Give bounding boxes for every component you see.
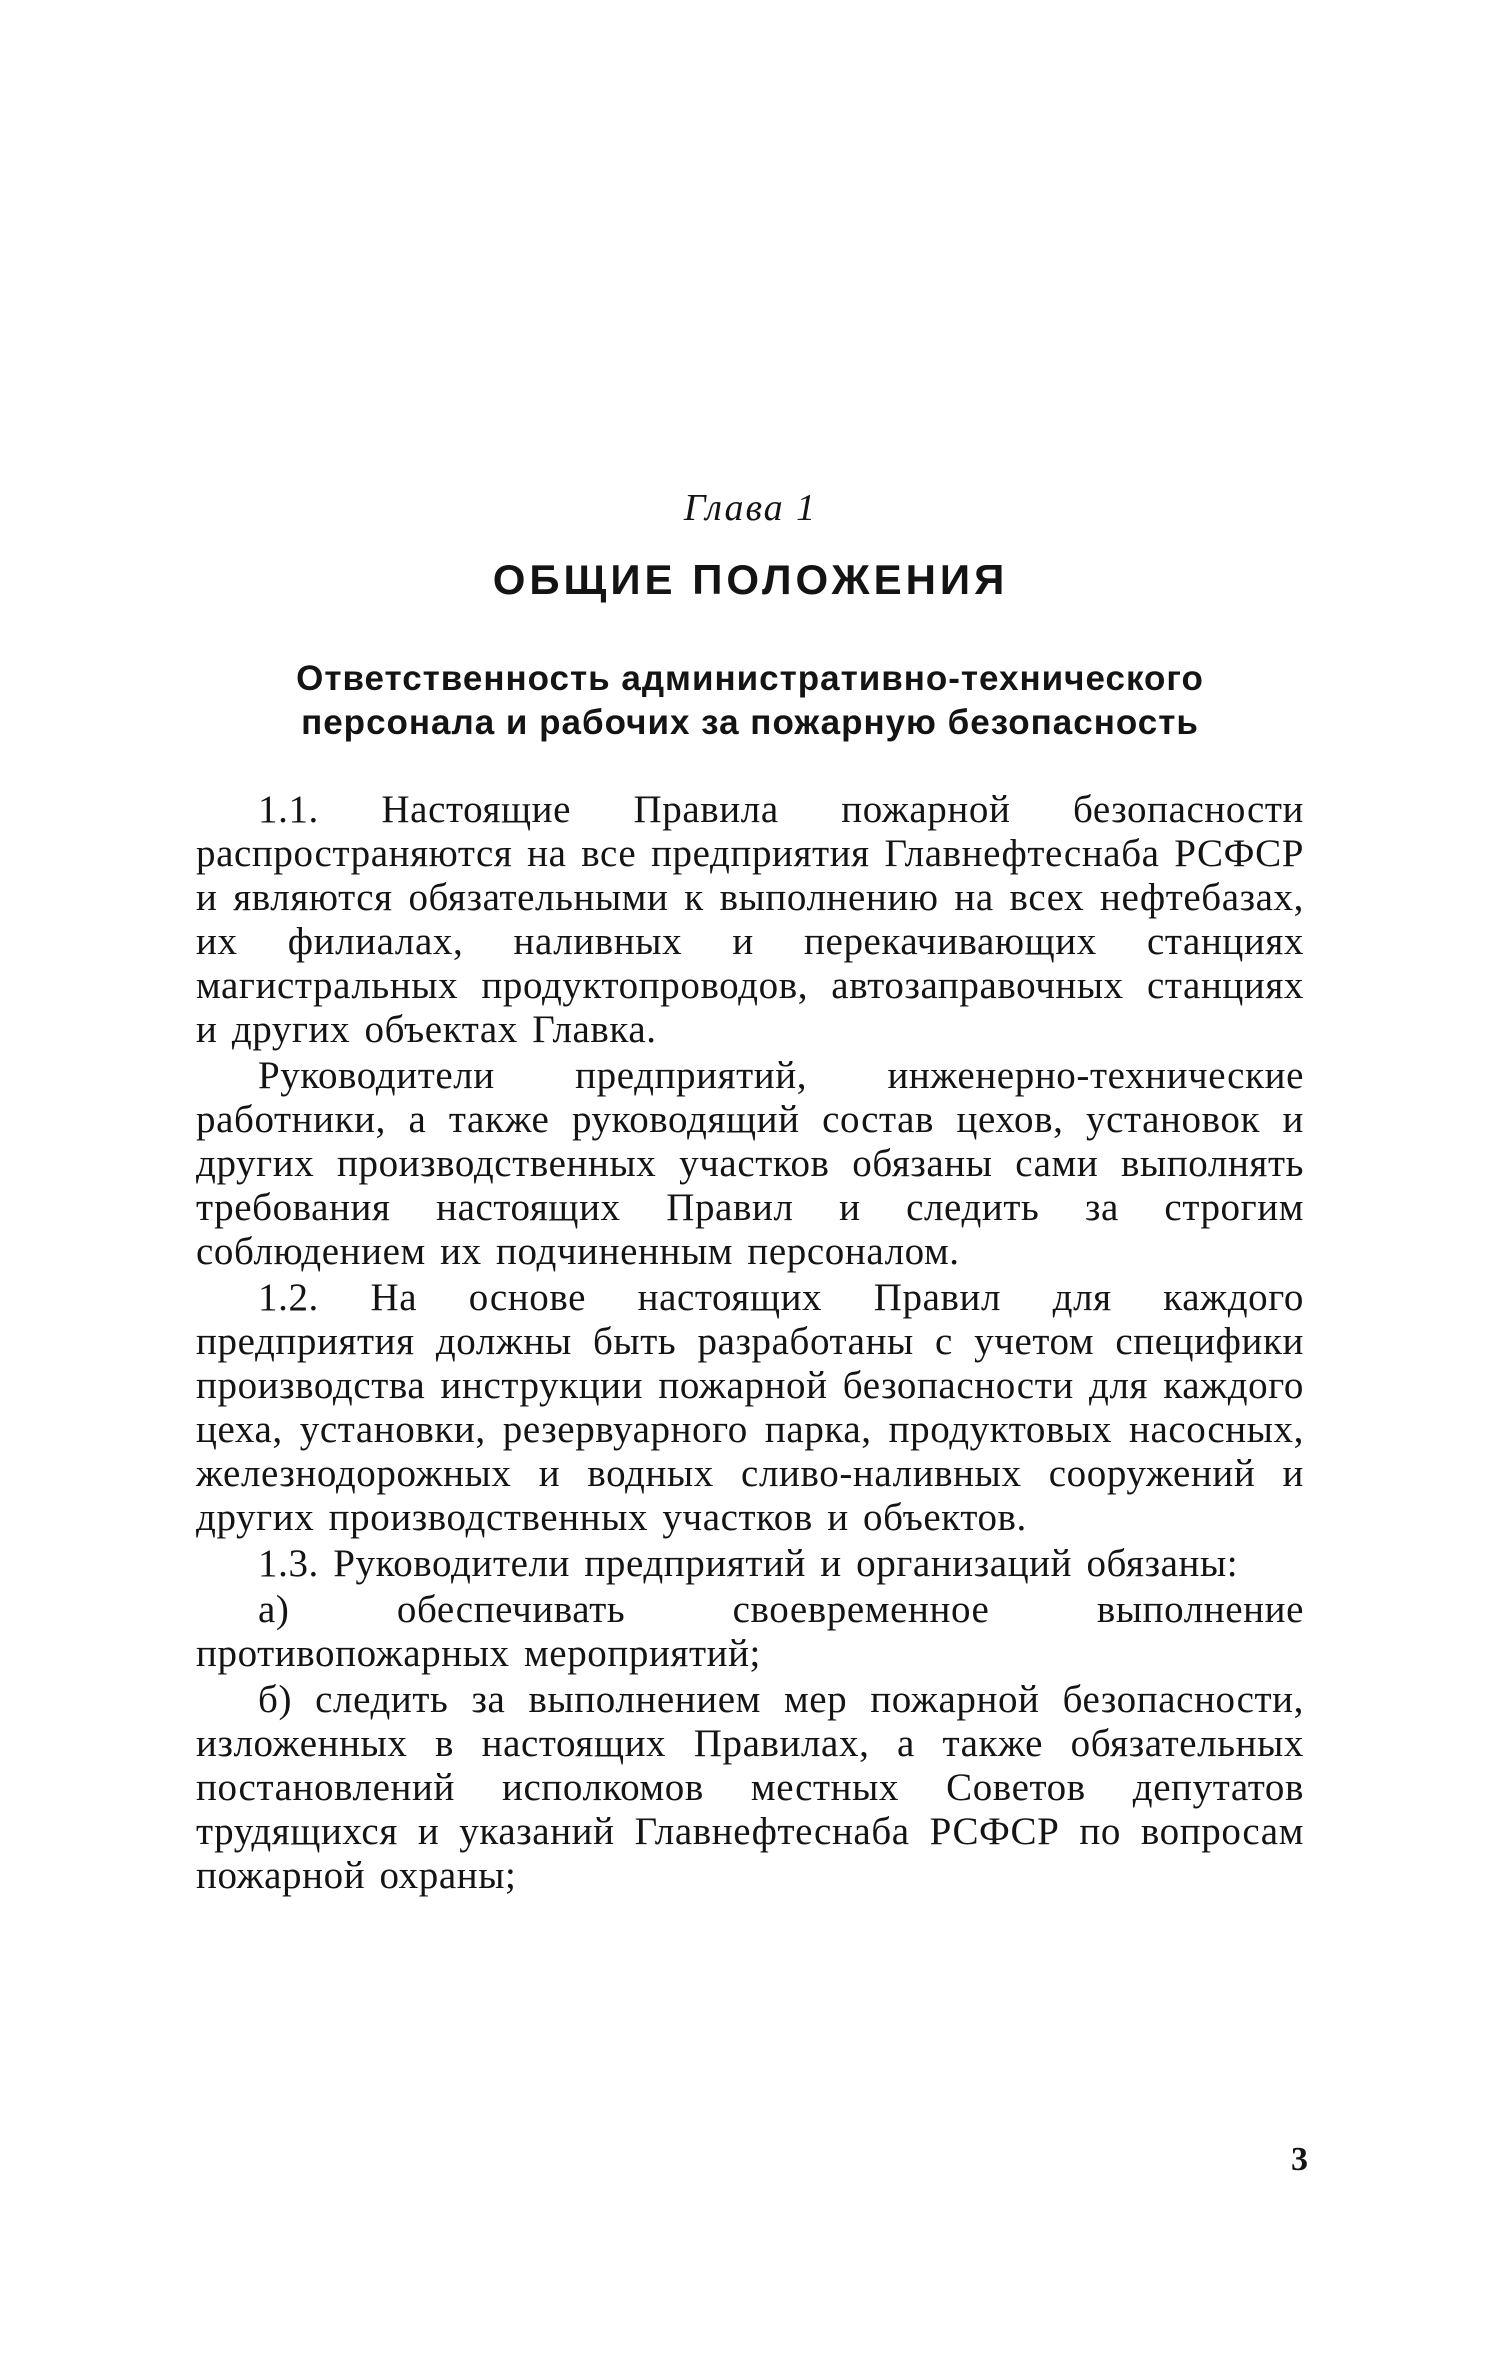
paragraph-managers-duties: Руководители предприятий, инженерно-технические работники, а также руководящий состав цехов, установок и других производственных участков обязаны сами выполнять требования настоящих Правил и следить за строгим соблюдением их подчиненным персоналом. bbox=[196, 1054, 1304, 1273]
paragraph-1-1: 1.1. Настоящие Правила пожарной безопасности распространяются на все предприятия Главнефтеснаба РСФСР и являются обязательными к выполнению на всех нефтебазах, их филиалах, наливных и перекачивающих станциях магистральных продуктопроводов, автозаправочных станциях и других объектах Главка. bbox=[196, 788, 1304, 1051]
paragraph-item-b: б) следить за выполнением мер пожарной безопасности, изложенных в настоящих Правилах, а также обязательных постановлений исполкомов местных Советов депутатов трудящихся и указаний Главнефтеснаба РСФСР по вопросам пожарной охраны; bbox=[196, 1678, 1304, 1897]
section-title bbox=[150, 657, 1350, 745]
chapter-label: Глава 1 bbox=[683, 487, 818, 529]
section-title-line: персонала и рабочих за пожарную безопасность bbox=[301, 703, 1199, 742]
body-text bbox=[196, 788, 1304, 1898]
paragraph-1-3: 1.3. Руководители предприятий и организаций обязаны: bbox=[258, 1542, 1239, 1585]
page-number: 3 bbox=[1291, 2141, 1308, 2178]
section-title-line: Ответственность административно-технического bbox=[296, 659, 1204, 698]
chapter-title: ОБЩИЕ ПОЛОЖЕНИЯ bbox=[492, 556, 1009, 603]
paragraph-item-a: а) обеспечивать своевременное выполнение противопожарных мероприятий; bbox=[196, 1588, 1304, 1675]
paragraph-1-2: 1.2. На основе настоящих Правил для каждого предприятия должны быть разработаны с учетом специфики производства инструкции пожарной безопасности для каждого цеха, установки, резервуарного парка, продуктовых насосных, железнодорожных и водных сливо-наливных сооружений и других производственных участков и объектов. bbox=[196, 1276, 1304, 1539]
